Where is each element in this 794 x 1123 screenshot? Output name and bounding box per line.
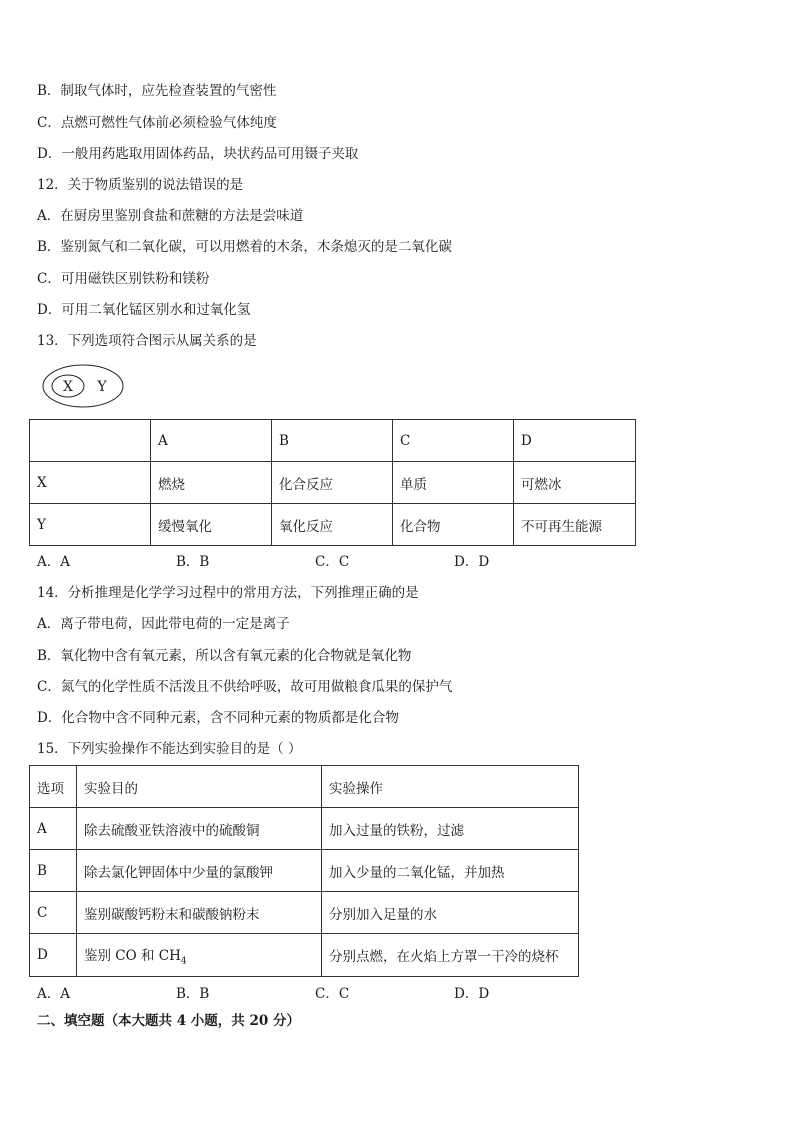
q15-table <box>29 765 579 977</box>
venn-diagram <box>42 364 124 408</box>
table-cell: 化合反应 <box>272 462 393 504</box>
q14-option-a: A．离子带电荷，因此带电荷的一定是离子 <box>37 616 290 632</box>
table-row <box>30 504 636 546</box>
table-cell: 单质 <box>393 462 514 504</box>
table-cell: X <box>30 462 151 504</box>
table-cell: D <box>514 420 636 462</box>
venn-inner-label: X <box>63 379 73 395</box>
q13-option-d: D．D <box>454 554 490 570</box>
table-cell: 加入过量的铁粉，过滤 <box>322 808 579 850</box>
table-row <box>30 808 579 850</box>
table-cell: 实验目的 <box>77 766 322 808</box>
table-cell: 燃烧 <box>151 462 272 504</box>
ch4-text: 鉴别 CO 和 CH <box>84 947 181 964</box>
q13-stem: 13．下列选项符合图示从属关系的是 <box>37 333 257 349</box>
q11-option-c: C．点燃可燃性气体前必须检验气体纯度 <box>37 115 277 131</box>
q15-stem: 15．下列实验操作不能达到实验目的是（ ） <box>37 741 302 757</box>
table-cell: 分别点燃，在火焰上方罩一干冷的烧杯 <box>322 934 579 977</box>
table-cell: A <box>30 808 77 850</box>
table-row <box>30 850 579 892</box>
q15-option-a: A．A <box>37 986 70 1002</box>
q14-option-d: D．化合物中含不同种元素，含不同种元素的物质都是化合物 <box>37 710 399 726</box>
q13-options <box>37 553 593 571</box>
table-cell: 可燃冰 <box>514 462 636 504</box>
table-cell: 缓慢氧化 <box>151 504 272 546</box>
q11-option-d: D．一般用药匙取用固体药品，块状药品可用镊子夹取 <box>37 146 359 162</box>
q11-option-b: B．制取气体时，应先检查装置的气密性 <box>37 83 277 99</box>
venn-outer-ellipse <box>43 365 123 407</box>
table-row <box>30 462 636 504</box>
table-cell: 除去硫酸亚铁溶液中的硫酸铜 <box>77 808 322 850</box>
table-cell: 不可再生能源 <box>514 504 636 546</box>
table-cell: 实验操作 <box>322 766 579 808</box>
q15-options <box>37 985 593 1003</box>
table-cell: 化合物 <box>393 504 514 546</box>
q12-option-d: D．可用二氧化锰区别水和过氧化氢 <box>37 302 251 318</box>
table-cell: A <box>151 420 272 462</box>
q14-stem: 14．分析推理是化学学习过程中的常用方法，下列推理正确的是 <box>37 585 419 601</box>
q15-table-header <box>30 766 579 808</box>
q14-option-b: B．氧化物中含有氧元素，所以含有氧元素的化合物就是氧化物 <box>37 648 412 664</box>
q14-option-c: C．氮气的化学性质不活泼且不供给呼吸，故可用做粮食瓜果的保护气 <box>37 679 453 695</box>
table-cell: B <box>272 420 393 462</box>
q12-stem: 12．关于物质鉴别的说法错误的是 <box>37 177 244 193</box>
q15-option-b: B．B <box>176 986 210 1002</box>
table-cell <box>30 420 151 462</box>
table-cell: D <box>30 934 77 977</box>
section-2-title: 二、填空题（本大题共 4 小题，共 20 分） <box>37 1013 300 1029</box>
q12-option-a: A．在厨房里鉴别食盐和蔗糖的方法是尝味道 <box>37 208 304 224</box>
table-cell: 氧化反应 <box>272 504 393 546</box>
q13-option-c: C．C <box>315 554 350 570</box>
q12-option-b: B．鉴别氮气和二氧化碳，可以用燃着的木条，木条熄灭的是二氧化碳 <box>37 239 452 255</box>
q13-table <box>29 419 636 546</box>
table-cell: 加入少量的二氧化锰，并加热 <box>322 850 579 892</box>
table-cell: 除去氯化钾固体中少量的氯酸钾 <box>77 850 322 892</box>
table-cell: C <box>393 420 514 462</box>
ch4-subscript: 4 <box>180 956 187 967</box>
venn-outer-label: Y <box>97 379 107 395</box>
q15-option-c: C．C <box>315 986 350 1002</box>
table-row <box>30 892 579 934</box>
q13-option-b: B．B <box>176 554 210 570</box>
table-cell: 鉴别碳酸钙粉末和碳酸钠粉末 <box>77 892 322 934</box>
table-cell: Y <box>30 504 151 546</box>
table-cell: C <box>30 892 77 934</box>
q13-table-header <box>30 420 636 462</box>
q13-option-a: A．A <box>37 554 70 570</box>
q15-option-d: D．D <box>454 986 490 1002</box>
table-cell: 选项 <box>30 766 77 808</box>
table-row <box>30 934 579 977</box>
table-cell: B <box>30 850 77 892</box>
q12-option-c: C．可用磁铁区别铁粉和镁粉 <box>37 271 210 287</box>
table-cell: 分别加入足量的水 <box>322 892 579 934</box>
table-cell <box>77 934 322 977</box>
